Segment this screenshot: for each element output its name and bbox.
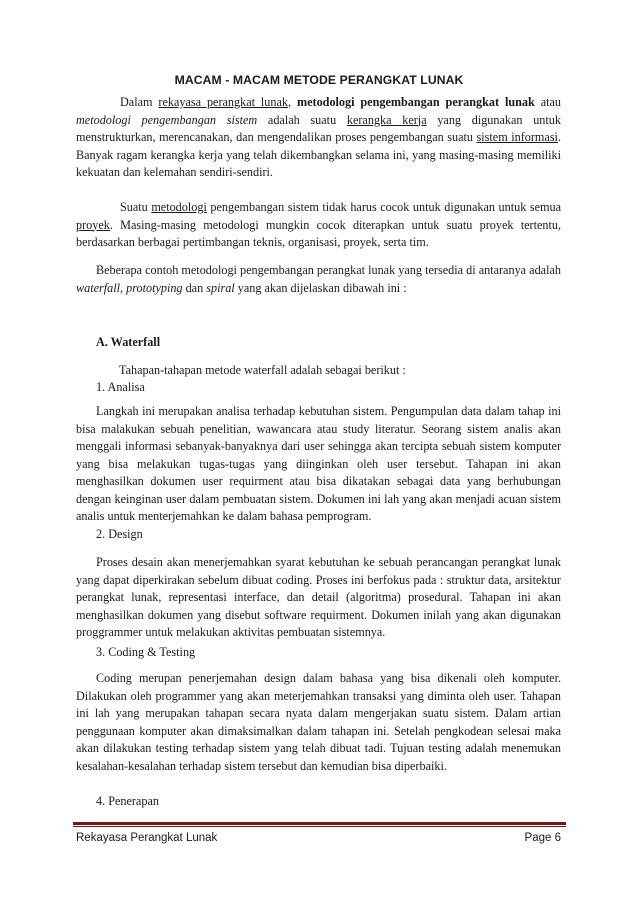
footer-rule bbox=[73, 822, 566, 825]
text: yang akan dijelaskan dibawah ini : bbox=[234, 280, 407, 295]
text: adalah suatu bbox=[257, 112, 347, 127]
footer-rule-thin bbox=[73, 826, 566, 827]
text: . Banyak ragam kerangka kerja yang telah dikembangkan selama ini, yang masing-masing memiliki kekuatan dan kelemahan sendiri-sendiri. bbox=[76, 130, 561, 179]
bold-term: metodologi pengembangan perangkat lunak bbox=[296, 95, 535, 109]
section-heading-waterfall: A. Waterfall bbox=[96, 335, 161, 349]
step-text-coding-testing: Coding merupan penerjemahan design dalam bahasa yang bisa dikenali oleh komputer. Dilakukan oleh programmer yang akan meterjemahkan transaksi yang diminta oleh user. Tahapan ini lah yang merupakan tahapan secara nyata dalam mengerjakan suatu sistem. Dalam artian penggunaan komputer akan dimaksimalkan dalam tahapan ini. Setelah pengkodean selesai maka akan dilakukan testing terhadap sistem yang telah dibuat tadi. Tujuan testing adalah menemukan kesalahan-kesalahan terhadap sistem tersebut dan kemudian bisa diperbaiki. bbox=[76, 671, 561, 773]
text: Beberapa contoh metodologi pengembangan perangkat lunak yang tersedia di antaranya adalah bbox=[96, 263, 561, 277]
link-sistem-informasi[interactable]: sistem informasi bbox=[476, 130, 558, 144]
text: , bbox=[120, 280, 127, 295]
step-text-analisa: Langkah ini merupakan analisa terhadap kebutuhan sistem. Pengumpulan data dalam tahap ini bisa malakukan sebuah penelitian, wawancara atau study literatur. Seorang sistem analis akan menggali informasi sebanyak-banyaknya dari user sehingga akan tercipta sebuah sistem komputer yang bisa melakukan tugas-tugas yang diinginkan oleh user tersebut. Tahapan ini akan menghasilkan dokumen user requirment atau bisa dikatakan sebagai data yang berhubungan dengan keinginan user dalam pembuatan sistem. Dokumen ini lah yang akan menjadi acuan sistem analis untuk menterjemahkan ke dalam bahasa pemprogram. bbox=[76, 404, 561, 523]
link-metodologi[interactable]: metodologi bbox=[151, 200, 207, 214]
text: Dalam bbox=[120, 95, 159, 109]
intro-paragraph-1 bbox=[76, 94, 561, 182]
footer-doc-title: Rekayasa Perangkat Lunak bbox=[76, 832, 218, 844]
step-label-coding-testing: 3. Coding & Testing bbox=[96, 645, 196, 659]
footer-page-number: Page 6 bbox=[524, 832, 561, 844]
step-label-penerapan: 4. Penerapan bbox=[96, 794, 159, 808]
text: pengembangan sistem tidak harus cocok untuk digunakan untuk semua bbox=[206, 200, 561, 214]
italic-term: spiral bbox=[206, 280, 235, 295]
link-rekayasa-perangkat-lunak[interactable]: rekayasa perangkat lunak bbox=[158, 95, 288, 109]
link-kerangka-kerja[interactable]: kerangka kerja bbox=[346, 112, 427, 127]
page-title: MACAM - MACAM METODE PERANGKAT LUNAK bbox=[174, 73, 464, 87]
link-proyek[interactable]: proyek bbox=[76, 217, 110, 232]
text: . Masing-masing metodologi mungkin cocok diterapkan untuk suatu proyek tertentu, berdasarkan berbagai pertimbangan teknis, organisasi, proyek, serta tim. bbox=[76, 217, 561, 249]
text: yang digunakan untuk menstrukturkan, merencanakan, dan mengendalikan proses pengembangan suatu bbox=[76, 112, 561, 144]
italic-term: metodologi pengembangan sistem bbox=[76, 112, 258, 127]
text: , bbox=[287, 95, 297, 109]
italic-term: prototyping bbox=[126, 280, 183, 295]
waterfall-intro: Tahapan-tahapan metode waterfall adalah sebagai berikut : bbox=[119, 363, 406, 377]
italic-term: waterfall bbox=[76, 280, 121, 295]
intro-paragraph-2 bbox=[76, 199, 561, 252]
step-label-analisa: 1. Analisa bbox=[96, 380, 145, 394]
text: atau bbox=[534, 95, 561, 109]
intro-paragraph-3 bbox=[76, 262, 561, 297]
step-text-design: Proses desain akan menerjemahkan syarat kebutuhan ke sebuah perancangan perangkat lunak yang dapat diperkirakan sebelum dibuat coding. Proses ini berfokus pada : struktur data, arsitektur perangkat lunak, representasi interface, dan detail (algoritma) prosedural. Tahapan ini akan menghasilkan dokumen yang disebut software requirment. Dokumen inilah yang akan digunakan proggrammer untuk melakukan aktivitas pembuatan sistemnya. bbox=[76, 555, 561, 639]
text: dan bbox=[182, 280, 207, 295]
step-label-design: 2. Design bbox=[96, 527, 143, 541]
text: Suatu bbox=[120, 200, 152, 214]
